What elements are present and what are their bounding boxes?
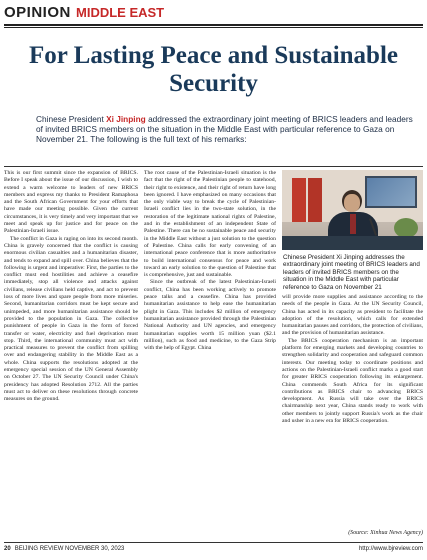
paragraph: This is our first summit since the expansion of BRICS. Before I speak about the issue of our discussion, I wish to extend a warm welcome to leaders of new BRICS members and express my thanks to President Ramaphosa and the South African Government for your efforts that have made our meeting possible. Given the current circumstances, it is very timely and very important that we meet and speak up for justice and for peace on the Palestinian-Israeli issue.: [4, 170, 138, 235]
page-footer: [4, 546, 423, 556]
photo-caption: Chinese President Xi Jinping addresses the extraordinary joint meeting of BRICS leaders and leaders of invited BRICS members on the situation in the Middle East with particular reference to Gaza on November 21: [283, 254, 420, 291]
article-photo: [282, 170, 423, 250]
dek-name: Xi Jinping: [106, 114, 146, 124]
source-credit: (Source: Xinhua News Agency): [348, 530, 423, 536]
website-link[interactable]: http://www.bjreview.com: [358, 546, 423, 552]
publication-name: BEIJING REVIEW NOVEMBER 30, 2023: [14, 546, 125, 552]
section-label: MIDDLE EAST: [76, 5, 165, 20]
flag: [308, 178, 322, 222]
speaker-face: [344, 194, 360, 212]
body-column-3: [282, 294, 423, 542]
paragraph: The BRICS cooperation mechanism is an important platform for emerging markets and developing countries to strengthen solidarity and cooperation and safeguard common interests. Our meeting today to coordinate positions and actions on the Palestinian-Israeli conflict marks a good start for greater BRICS cooperation following its enlargement. China commends South Africa for its significant contributions as BRICS chair to advancing BRICS development. As Russia will take over the BRICS chairmanship next year, China stands ready to work with other members to jointly support Russia's work as the chair and usher in a new era for BRICS cooperation.: [282, 337, 423, 425]
footer-rule: [4, 542, 423, 543]
section-header: [4, 4, 423, 22]
header-rule-thin: [4, 27, 423, 28]
desk: [282, 236, 423, 250]
paragraph: The root cause of the Palestinian-Israeli situation is the fact that the right of the Palestinian people to statehood, their right to existence, and their right of return have long been ignored. I have emphasized on many occasions that the only viable way to break the cycle of Palestinian-Israeli conflict lies in the two-state solution, in the restoration of the legitimate national rights of Palestine, and in the establishment of an independent State of Palestine. There can be no sustainable peace and security in the Middle East without a just solution to the question of Palestine. China calls for early convening of an international peace conference that is more authoritative to build international consensus for peace and work toward an early solution to the question of Palestine that is comprehensive, just and sustainable.: [144, 170, 276, 279]
video-screen-display: [367, 178, 415, 206]
paragraph: The conflict in Gaza is raging on into its second month. China is gravely concerned that the conflict is causing enormous civilian casualties and a humanitarian disaster, and tends to expand and spill over. China believes that the following is urgent and imperative: First, the parties to the conflict must end hostilities and achieve a ceasefire immediately, stop all violence and attacks against civilians, release civilians held captive, and act to prevent loss of more lives and spare people from more miseries. Second, humanitarian corridors must be kept secure and unimpeded, and more humanitarian assistance should be provided to the population in Gaza. The collective punishment of people in Gaza in the form of forced transfer or water, electricity and fuel deprivation must stop. Third, the international community must act with practical measures to prevent the conflict from spilling over and endangering stability in the Middle East as a whole. China supports the resolutions adopted at the emergency special session of the UN General Assembly on October 27. The UN Security Council under China's presidency has adopted Resolution 2712. All the parties must act to deliver on these resolutions through concrete measures on the ground.: [4, 235, 138, 403]
paragraph: will provide more supplies and assistance according to the needs of the people in Gaza. At the UN Security Council, China has acted in its capacity as president to facilitate the adoption of the resolution, which calls for extended humanitarian pauses and corridors, the protection of civilians, and the provision of humanitarian assistance.: [282, 294, 423, 337]
body-column-2: [144, 170, 276, 542]
flag: [292, 178, 306, 222]
speaker-tie: [350, 214, 356, 234]
opinion-label: OPINION: [4, 4, 71, 21]
article-headline: For Lasting Peace and Sustainable Security: [28, 42, 399, 97]
page-number: 20: [4, 546, 11, 552]
dek-lead: Chinese President: [36, 114, 107, 124]
dek-rest: addressed the extraordinary joint meeting of BRICS leaders and leaders of invited BRICS members on the situation in the Middle East with particular reference to Gaza on November 21. The following is the full text of his remarks:: [36, 114, 413, 145]
header-rule: [4, 24, 423, 26]
dek-rule: [4, 166, 423, 167]
article-dek: [36, 114, 418, 145]
paragraph: Since the outbreak of the latest Palestinian-Israeli conflict, China has been working actively to promote peace talks and a ceasefire. China has provided humanitarian assistance to help ease the humanitarian plight in Gaza. This includes $2 million of emergency humanitarian assistance provided through the Palestinian National Authority and UN agencies, and emergency humanitarian supplies worth 15 million yuan ($2.1 million), such as food and medicine, to the Gaza Strip with the help of Egypt. China: [144, 279, 276, 352]
flowers: [394, 218, 418, 238]
body-column-1: [4, 170, 138, 542]
